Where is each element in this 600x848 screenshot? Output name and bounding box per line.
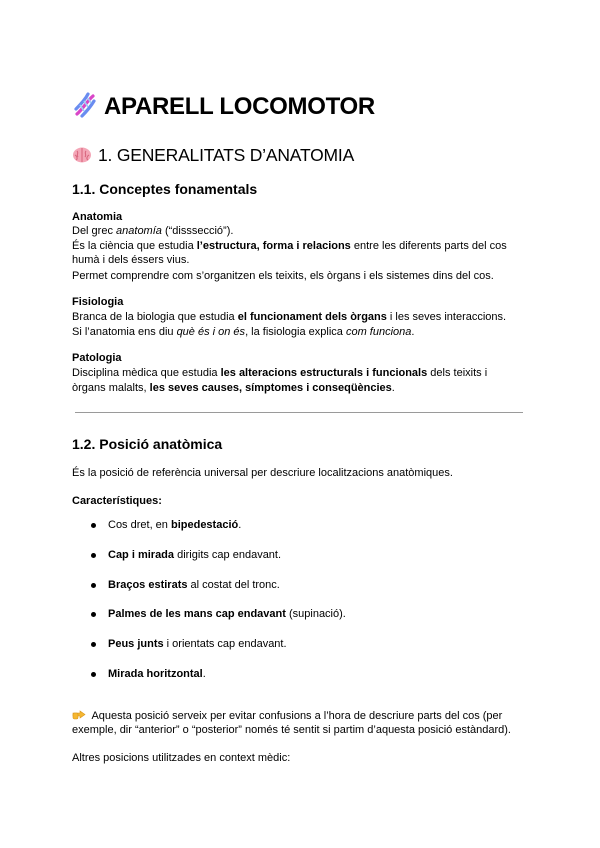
- bold-term: Palmes de les mans cap endavant: [108, 608, 286, 620]
- text-segment: òrgans malalts,: [72, 382, 150, 394]
- bold-term: Cap i mirada: [108, 549, 175, 561]
- bullet-dot: [91, 523, 96, 528]
- bold-term: el funcionament dels òrgans: [237, 311, 387, 323]
- text-segment: És la ciència que estudia: [72, 240, 197, 252]
- list-item: [108, 668, 206, 680]
- text-segment: i les seves interaccions.: [386, 311, 507, 323]
- fisiologia-line-2: [72, 325, 414, 340]
- italic-term: anatomía: [116, 225, 162, 237]
- bullet-dot: [91, 583, 96, 588]
- text-segment: .: [411, 326, 415, 338]
- subsection-1-2-heading: 1.2. Posició anatòmica: [72, 436, 223, 452]
- bold-term: bipedestació: [170, 519, 239, 531]
- subsection-1-1-heading: 1.1. Conceptes fonamentals: [72, 181, 258, 197]
- dna-icon: [72, 92, 98, 118]
- patologia-line-2: [72, 381, 395, 396]
- text-segment: Branca de la biologia que estudia: [72, 311, 238, 323]
- other-positions-label: Altres posicions utilitzades en context mèdic:: [72, 752, 291, 764]
- note-line-1: [72, 709, 502, 724]
- brain-icon: [72, 146, 92, 164]
- bold-term: Peus junts: [108, 638, 164, 650]
- list-item: [108, 638, 287, 650]
- text-segment: .: [202, 668, 206, 680]
- bold-term: l’estructura, forma i relacions: [196, 240, 351, 252]
- features-label: Característiques:: [72, 495, 162, 507]
- text-segment: al costat del tronc.: [187, 579, 280, 591]
- bold-italic-term: què és i on és: [176, 326, 246, 338]
- section-1-heading-text: 1. GENERALITATS D’ANATOMIA: [98, 145, 355, 165]
- list-item: [108, 579, 280, 591]
- bullet-dot: [91, 553, 96, 558]
- pointing-hand-icon: [72, 709, 86, 720]
- anatomia-line-2: [72, 239, 507, 254]
- list-item: [108, 608, 346, 620]
- bold-term: Mirada horitzontal: [108, 668, 203, 680]
- anatomia-line-4: Permet comprendre com s’organitzen els teixits, els òrgans i els sistemes dins del cos.: [72, 270, 494, 282]
- note-line-2: exemple, dir “anterior” o “posterior” només té sentit si partim d’aquesta posició estàndard).: [72, 724, 511, 736]
- text-segment: Cos dret, en: [108, 519, 171, 531]
- patologia-line-1: [72, 366, 487, 381]
- term-patologia: Patologia: [72, 352, 122, 364]
- bullet-dot: [91, 642, 96, 647]
- page-title: [72, 92, 375, 121]
- bullet-dot: [91, 672, 96, 677]
- bold-term: les alteracions estructurals i funcionals: [220, 367, 428, 379]
- section-divider: [75, 412, 523, 413]
- bullet-dot: [91, 612, 96, 617]
- text-segment: dels teixits i: [427, 367, 488, 379]
- text-segment: dirigits cap endavant.: [174, 549, 282, 561]
- text-segment: i orientats cap endavant.: [163, 638, 287, 650]
- note-text: Aquesta posició serveix per evitar confusions a l’hora de descriure parts del cos (per: [89, 710, 503, 722]
- text-segment: entre les diferents parts del cos: [350, 240, 507, 252]
- term-anatomia: Anatomia: [72, 211, 123, 223]
- term-fisiologia: Fisiologia: [72, 296, 124, 308]
- text-segment: , la fisiologia explica: [245, 326, 346, 338]
- text-segment: Disciplina mèdica que estudia: [72, 367, 221, 379]
- italic-term: com funciona: [345, 326, 412, 338]
- text-segment: .: [238, 519, 242, 531]
- bold-term: Braços estirats: [108, 579, 188, 591]
- text-segment: (“disssecció”).: [161, 225, 234, 237]
- title-text: APARELL LOCOMOTOR: [104, 93, 375, 120]
- text-segment: (supinació).: [285, 608, 346, 620]
- text-segment: .: [391, 382, 395, 394]
- posicio-intro: És la posició de referència universal per descriure localitzacions anatòmiques.: [72, 467, 453, 479]
- text-segment: Del grec: [72, 225, 117, 237]
- bold-term: les seves causes, símptomes i conseqüències: [149, 382, 392, 394]
- anatomia-line-1: [72, 224, 233, 239]
- list-item: [108, 549, 281, 561]
- section-1-heading: [72, 145, 354, 166]
- anatomia-line-3: humà i dels éssers vius.: [72, 254, 190, 266]
- text-segment: Si l’anatomia ens diu: [72, 326, 177, 338]
- list-item: [108, 519, 241, 531]
- fisiologia-line-1: [72, 310, 506, 325]
